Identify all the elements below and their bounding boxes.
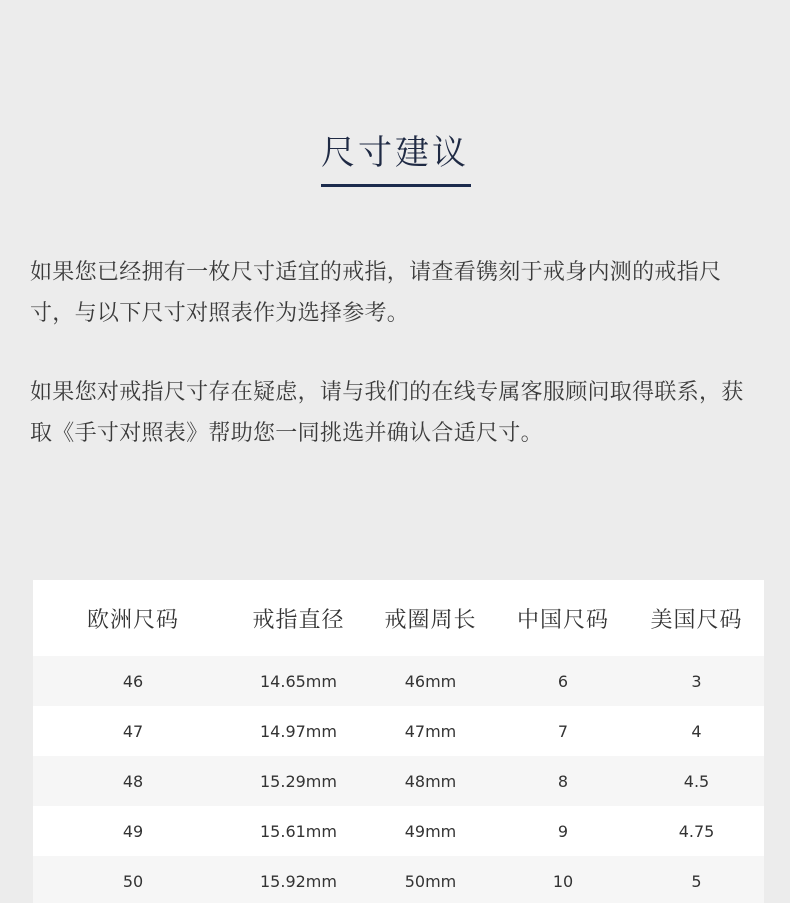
table-header-row [33, 580, 764, 656]
cell-eu-size: 48 [122, 771, 144, 791]
cell-us-size: 4.5 [683, 771, 710, 791]
cell-ring-circumference: 47mm [404, 721, 457, 741]
cell-ring-circumference: 48mm [404, 771, 457, 791]
table-row [33, 756, 764, 806]
table-row [33, 706, 764, 756]
title-wrap [0, 128, 790, 178]
cell-cn-size: 8 [557, 771, 569, 791]
cell-ring-diameter: 14.65mm [260, 671, 337, 691]
cell-ring-diameter: 15.61mm [260, 821, 337, 841]
cell-ring-diameter: 15.92mm [260, 871, 337, 891]
cell-eu-size: 46 [122, 671, 144, 691]
table-row [33, 856, 764, 903]
cell-eu-size: 49 [122, 821, 144, 841]
cell-eu-size: 47 [122, 721, 144, 741]
page-title: 尺寸建议 [321, 133, 469, 173]
header-ring-diameter: 戒指直径 [252, 607, 345, 633]
cell-cn-size: 6 [557, 671, 569, 691]
cell-ring-circumference: 46mm [404, 671, 457, 691]
cell-ring-diameter: 14.97mm [260, 721, 337, 741]
cell-us-size: 4.75 [678, 821, 715, 841]
header-us-size: 美国尺码 [650, 607, 743, 633]
intro-paragraph-2: 如果您对戒指尺寸存在疑虑，请与我们的在线专属客服顾问取得联系，获取《手寸对照表》帮助您一同挑选并确认合适尺寸。 [30, 380, 744, 446]
table-row [33, 656, 764, 706]
size-table [33, 580, 764, 903]
title-underline [321, 184, 471, 187]
cell-ring-diameter: 15.29mm [260, 771, 337, 791]
cell-cn-size: 9 [557, 821, 569, 841]
cell-cn-size: 10 [552, 871, 574, 891]
intro-paragraph-1: 如果您已经拥有一枚尺寸适宜的戒指，请查看镌刻于戒身内测的戒指尺寸，与以下尺寸对照表作为选择参考。 [30, 260, 722, 326]
table-row [33, 806, 764, 856]
cell-eu-size: 50 [122, 871, 144, 891]
header-cn-size: 中国尺码 [516, 607, 609, 633]
cell-us-size: 3 [691, 671, 702, 691]
cell-us-size: 5 [691, 871, 702, 891]
cell-ring-circumference: 49mm [404, 821, 457, 841]
header-eu-size: 欧洲尺码 [86, 607, 179, 633]
header-ring-circumference: 戒圈周长 [384, 607, 477, 633]
cell-us-size: 4 [691, 721, 702, 741]
cell-cn-size: 7 [557, 721, 569, 741]
cell-ring-circumference: 50mm [404, 871, 457, 891]
